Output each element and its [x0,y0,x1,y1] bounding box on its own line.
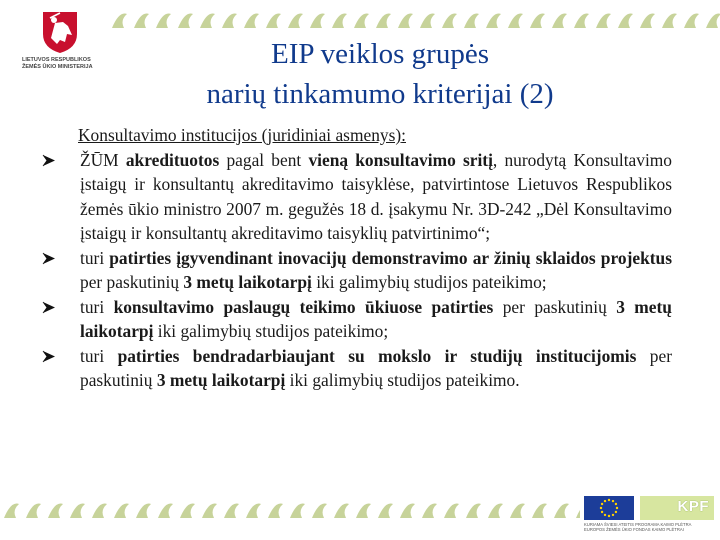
kpf-logo-icon [640,496,714,520]
criteria-text: , nurodytą Konsultavimo įstaigų ir konsultantų akreditavimo taisyklėse, patvirtintose Lietuvos Respublikos žemės ūkio ministro 2007 m. gegužės 18 d. įsakymu Nr. 3D-242 „Dėl Konsultavimo įstaigų ir konsultantų akreditavimo taisyklių patvirtinimo“; [80,149,672,243]
kpf-logo-text: KPF [677,498,709,515]
criteria-emphasis: 3 metų laikotarpį [80,296,672,341]
criteria-emphasis: vieną konsultavimo sritį [308,149,493,170]
arrow-bullet-icon [42,148,56,174]
program-caption [584,522,718,532]
arrow-bullet-icon [42,344,56,370]
criteria-text: ŽŪM [80,149,126,170]
criteria-text: iki galimybių studijos pateikimo; [311,272,547,292]
criteria-text: per paskutinių [80,345,672,390]
intro-heading [42,123,672,148]
criteria-emphasis: patirties bendradarbiaujant su mokslo ir studijų institucijomis [117,345,637,366]
ornament-border-bottom [0,494,580,528]
intro-heading-suffix: : [401,125,406,145]
criteria-text: per paskutinių [80,272,184,292]
criteria-emphasis: 3 metų laikotarpį [156,370,286,390]
intro-heading-text: Konsultavimo institucijos (juridiniai asmenys) [78,125,402,145]
program-caption-line: KURIAMA ŠVIESI ATEITIS PROGRAMA KAIMO PLĖTRA [584,522,692,527]
criteria-item [42,148,672,246]
criteria-text: turi [80,345,118,366]
criteria-text: turi [80,296,114,317]
arrow-bullet-icon [42,295,56,321]
coat-of-arms-icon [38,8,82,54]
ministry-name [22,57,112,70]
slide-content [42,123,672,393]
criteria-text: turi [80,247,110,268]
eu-flag-icon [584,496,634,520]
criteria-text: pagal bent [219,149,309,170]
criteria-list [42,148,672,393]
criteria-text: per paskutinių [493,296,617,317]
ministry-name-line: ŽEMĖS ŪKIO MINISTERIJA [22,63,93,70]
criteria-text: iki galimybių studijos pateikimo; [153,321,389,341]
title-line-1: EIP veiklos grupės [270,38,489,70]
criteria-emphasis: 3 metų laikotarpį [183,272,312,292]
criteria-item [42,344,672,393]
title-line-2: narių tinkamumo kriterijai (2) [206,78,554,110]
slide-title [160,34,600,114]
criteria-item [42,295,672,344]
program-caption-line: EUROPOS ŽEMĖS ŪKIO FONDAS KAIMO PLĖTRAI [584,527,684,532]
criteria-item [42,246,672,295]
ornament-border-top [108,6,720,36]
criteria-emphasis: patirties įgyvendinant inovacijų demonstravimo ar žinių sklaidos projektus [109,247,672,268]
arrow-bullet-icon [42,246,56,272]
criteria-text: iki galimybių studijos pateikimo. [285,370,520,390]
criteria-emphasis: akredituotos [125,149,220,170]
criteria-emphasis: konsultavimo paslaugų teikimo ūkiuose patirties [113,296,494,317]
ministry-name-line: LIETUVOS RESPUBLIKOS [22,57,91,63]
